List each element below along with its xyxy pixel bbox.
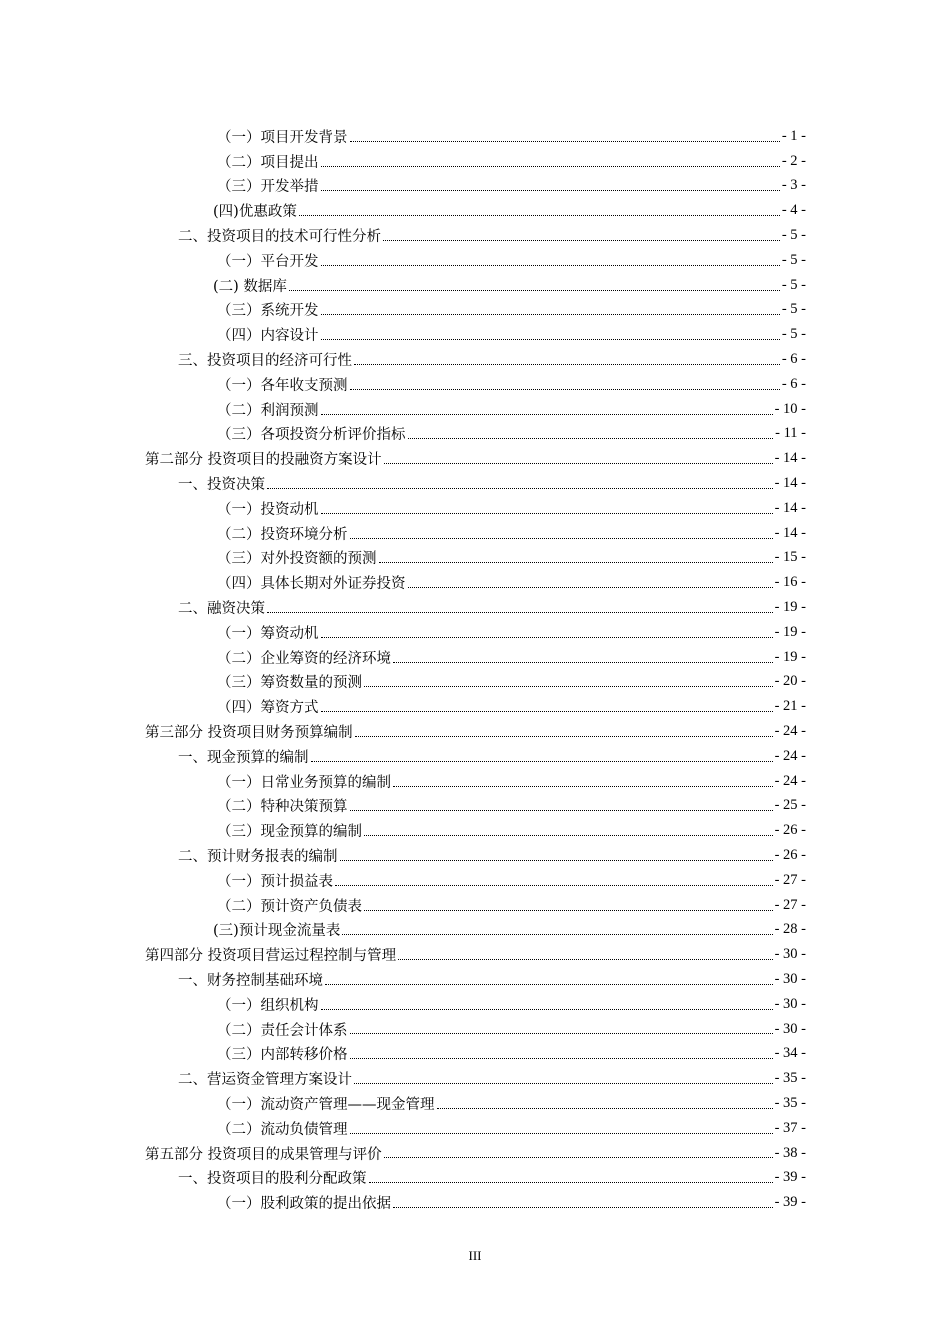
toc-entry-page: - 30 -	[774, 1020, 806, 1037]
toc-entry-title: （二）流动负债管理	[217, 1121, 348, 1138]
toc-entry[interactable]	[0, 645, 950, 670]
toc-entry-page: - 15 -	[774, 549, 806, 566]
toc-entry-page: - 30 -	[774, 970, 806, 987]
dot-leader	[369, 1181, 773, 1183]
toc-entry[interactable]	[0, 794, 950, 819]
toc-entry-title: （二）企业筹资的经济环境	[217, 650, 391, 667]
toc-entry[interactable]	[0, 298, 950, 323]
toc-entry-page: - 6 -	[781, 351, 806, 368]
toc-entry-page: - 5 -	[781, 276, 806, 293]
toc-entry-title: （三）筹资数量的预测	[217, 675, 362, 692]
toc-entry-page: - 27 -	[774, 896, 806, 913]
toc-entry-page: - 30 -	[774, 946, 806, 963]
toc-entry-title: 第三部分 投资项目财务预算编制	[145, 725, 353, 742]
dot-leader	[408, 437, 774, 439]
toc-entry-page: - 24 -	[774, 747, 806, 764]
toc-entry-title: （一）预计损益表	[217, 873, 333, 890]
toc-entry[interactable]	[0, 1091, 950, 1116]
toc-entry-page: - 34 -	[774, 1045, 806, 1062]
toc-entry-title: (四)优惠政策	[213, 204, 297, 221]
toc-entry-page: - 5 -	[781, 326, 806, 343]
dot-leader	[364, 909, 773, 911]
toc-entry[interactable]	[0, 174, 950, 199]
toc-entry[interactable]	[0, 893, 950, 918]
toc-entry[interactable]	[0, 546, 950, 571]
toc-entry[interactable]	[0, 868, 950, 893]
toc-entry-title: 一、财务控制基础环境	[178, 972, 323, 989]
toc-entry-page: - 16 -	[774, 574, 806, 591]
dot-leader	[384, 462, 773, 464]
toc-entry-title: (二) 数据库	[213, 278, 287, 295]
toc-entry-page: - 19 -	[774, 623, 806, 640]
toc-entry[interactable]	[0, 942, 950, 967]
toc-entry-page: - 26 -	[774, 822, 806, 839]
toc-entry[interactable]	[0, 1116, 950, 1141]
toc-entry-page: - 39 -	[774, 1169, 806, 1186]
toc-entry-page: - 6 -	[781, 375, 806, 392]
dot-leader	[325, 983, 773, 985]
toc-entry[interactable]	[0, 918, 950, 943]
toc-entry-page: - 4 -	[781, 202, 806, 219]
toc-entry-title: （四）内容设计	[217, 328, 319, 345]
dot-leader	[393, 1206, 773, 1208]
toc-entry-page: - 14 -	[774, 475, 806, 492]
dot-leader	[321, 189, 780, 191]
toc-entry-page: - 1 -	[781, 127, 806, 144]
dot-leader	[321, 165, 780, 167]
toc-entry-title: 三、投资项目的经济可行性	[178, 353, 352, 370]
toc-entry-page: - 27 -	[774, 871, 806, 888]
toc-entry-title: （一）投资动机	[217, 501, 319, 518]
toc-entry[interactable]	[0, 1190, 950, 1215]
dot-leader	[321, 413, 773, 415]
toc-entry-title: 二、融资决策	[178, 601, 265, 618]
toc-entry-title: 二、预计财务报表的编制	[178, 849, 338, 865]
toc-entry-page: - 37 -	[774, 1119, 806, 1136]
toc-entry[interactable]	[0, 1066, 950, 1091]
dot-leader	[350, 140, 780, 142]
toc-entry-page: - 5 -	[781, 251, 806, 268]
toc-entry-title: 第五部分 投资项目的成果管理与评价	[145, 1146, 382, 1163]
dot-leader	[350, 809, 773, 811]
toc-entry[interactable]	[0, 843, 950, 868]
toc-entry-title: （一）组织机构	[217, 997, 319, 1014]
toc-entry[interactable]	[0, 1017, 950, 1042]
toc-entry-title: 第四部分 投资项目营运过程控制与管理	[145, 948, 397, 965]
toc-entry[interactable]	[0, 322, 950, 347]
dot-leader	[350, 1132, 773, 1134]
toc-entry-title: （二）项目提出	[217, 154, 319, 171]
toc-entry-title: （二）责任会计体系	[217, 1022, 348, 1039]
toc-entry-title: （三）现金预算的编制	[217, 824, 362, 841]
toc-entry[interactable]	[0, 620, 950, 645]
toc-entry-title: 一、现金预算的编制	[178, 749, 309, 766]
toc-entry[interactable]	[0, 471, 950, 496]
toc-entry-title: 第二部分 投资项目的投融资方案设计	[145, 452, 382, 469]
toc-entry[interactable]	[0, 372, 950, 397]
toc-entry-title: （一）流动资产管理——现金管理	[217, 1096, 435, 1113]
toc-entry-page: - 24 -	[774, 772, 806, 789]
toc-entry[interactable]	[0, 397, 950, 422]
toc-entry-title: （二）投资环境分析	[217, 526, 348, 543]
toc-entry-page: - 26 -	[774, 847, 806, 863]
toc-entry[interactable]	[0, 149, 950, 174]
toc-entry[interactable]	[0, 1165, 950, 1190]
page-number-footer: III	[468, 1248, 482, 1263]
toc-entry-page: - 21 -	[774, 698, 806, 715]
toc-entry[interactable]	[0, 422, 950, 447]
toc-entry-title: 二、投资项目的技术可行性分析	[178, 229, 381, 246]
toc-entry[interactable]	[0, 521, 950, 546]
toc-entry[interactable]	[0, 769, 950, 794]
toc-entry-page: - 30 -	[774, 995, 806, 1012]
toc-entry[interactable]	[0, 273, 950, 298]
toc-entry[interactable]	[0, 1141, 950, 1166]
dot-leader	[321, 264, 780, 266]
dot-leader	[321, 1008, 773, 1010]
toc-entry-title: （一）筹资动机	[217, 625, 319, 642]
toc-entry-page: - 35 -	[774, 1070, 806, 1087]
dot-leader	[299, 214, 780, 216]
toc-entry-title: （三）对外投资额的预测	[217, 551, 377, 568]
dot-leader	[289, 289, 780, 291]
toc-entry-title: （三）各项投资分析评价指标	[217, 427, 406, 444]
dot-leader	[311, 760, 773, 762]
toc-entry-page: - 3 -	[781, 177, 806, 194]
toc-entry-page: - 14 -	[774, 524, 806, 541]
dot-leader	[354, 363, 780, 365]
dot-leader	[267, 487, 773, 489]
toc-entry-title: （一）平台开发	[217, 253, 319, 270]
toc-entry-title: 二、营运资金管理方案设计	[178, 1072, 352, 1089]
dot-leader	[355, 735, 773, 737]
toc-entry-title: （二）利润预测	[217, 402, 319, 419]
toc-entry[interactable]	[0, 694, 950, 719]
dot-leader	[340, 859, 773, 861]
toc-entry-page: - 19 -	[774, 599, 806, 616]
dot-leader	[321, 512, 773, 514]
toc-entry-page: - 20 -	[774, 673, 806, 690]
dot-leader	[321, 313, 780, 315]
toc-entry-page: - 11 -	[775, 425, 806, 442]
toc-entry-title: （一）股利政策的提出依据	[217, 1196, 391, 1213]
toc-entry[interactable]	[0, 992, 950, 1017]
toc-entry-title: （一）日常业务预算的编制	[217, 774, 391, 791]
toc-entry[interactable]	[0, 670, 950, 695]
toc-entry[interactable]	[0, 124, 950, 149]
dot-leader	[379, 561, 773, 563]
toc-entry-page: - 28 -	[774, 921, 806, 938]
dot-leader	[350, 537, 773, 539]
toc-entry-title: （三）开发举措	[217, 179, 319, 196]
toc-entry[interactable]	[0, 967, 950, 992]
dot-leader	[393, 785, 773, 787]
dot-leader	[350, 388, 780, 390]
toc-entry-page: - 5 -	[781, 301, 806, 318]
toc-entry-title: （二）特种决策预算	[217, 799, 348, 816]
dot-leader	[335, 884, 773, 886]
dot-leader	[354, 1082, 773, 1084]
toc-entry-page: - 19 -	[774, 648, 806, 665]
toc-entry[interactable]	[0, 595, 950, 620]
toc-entry-page: - 14 -	[774, 499, 806, 516]
toc-entry-title: （三）系统开发	[217, 303, 319, 320]
toc-entry-page: - 5 -	[781, 227, 806, 244]
dot-leader	[383, 239, 780, 241]
toc-entry-page: - 24 -	[774, 723, 806, 740]
toc-entry-title: 一、投资项目的股利分配政策	[178, 1171, 367, 1188]
toc-entry-page: - 39 -	[774, 1194, 806, 1211]
toc-entry[interactable]	[0, 223, 950, 248]
toc-entry-page: - 14 -	[774, 450, 806, 467]
toc-entry[interactable]	[0, 1041, 950, 1066]
table-of-contents	[0, 124, 950, 1215]
toc-entry-page: - 10 -	[774, 400, 806, 417]
toc-entry-title: （四）具体长期对外证券投资	[217, 576, 406, 593]
toc-entry-title: （四）筹资方式	[217, 700, 319, 717]
dot-leader	[321, 338, 780, 340]
dot-leader	[408, 586, 773, 588]
dot-leader	[321, 636, 773, 638]
toc-entry[interactable]	[0, 496, 950, 521]
dot-leader	[350, 1057, 773, 1059]
toc-entry[interactable]	[0, 744, 950, 769]
dot-leader	[437, 1107, 773, 1109]
toc-entry[interactable]	[0, 446, 950, 471]
dot-leader	[393, 661, 773, 663]
toc-entry-title: 一、投资决策	[178, 477, 265, 494]
dot-leader	[342, 933, 772, 935]
toc-entry-page: - 38 -	[774, 1144, 806, 1161]
toc-entry-page: - 35 -	[774, 1094, 806, 1111]
toc-entry-page: - 25 -	[774, 797, 806, 814]
dot-leader	[321, 710, 773, 712]
toc-entry[interactable]	[0, 198, 950, 223]
dot-leader	[364, 685, 773, 687]
toc-entry-title: （二）预计资产负债表	[217, 898, 362, 915]
toc-entry[interactable]	[0, 818, 950, 843]
dot-leader	[350, 1032, 773, 1034]
toc-entry-title: (三)预计现金流量表	[213, 923, 341, 940]
dot-leader	[398, 958, 772, 960]
toc-entry-page: - 2 -	[781, 152, 806, 169]
toc-entry[interactable]	[0, 347, 950, 372]
toc-entry-title: （一）各年收支预测	[217, 377, 348, 394]
toc-entry[interactable]	[0, 719, 950, 744]
dot-leader	[364, 834, 773, 836]
dot-leader	[384, 1156, 773, 1158]
toc-entry-title: （一）项目开发背景	[217, 129, 348, 146]
dot-leader	[267, 611, 773, 613]
toc-entry[interactable]	[0, 570, 950, 595]
toc-entry[interactable]	[0, 248, 950, 273]
toc-entry-title: （三）内部转移价格	[217, 1047, 348, 1064]
